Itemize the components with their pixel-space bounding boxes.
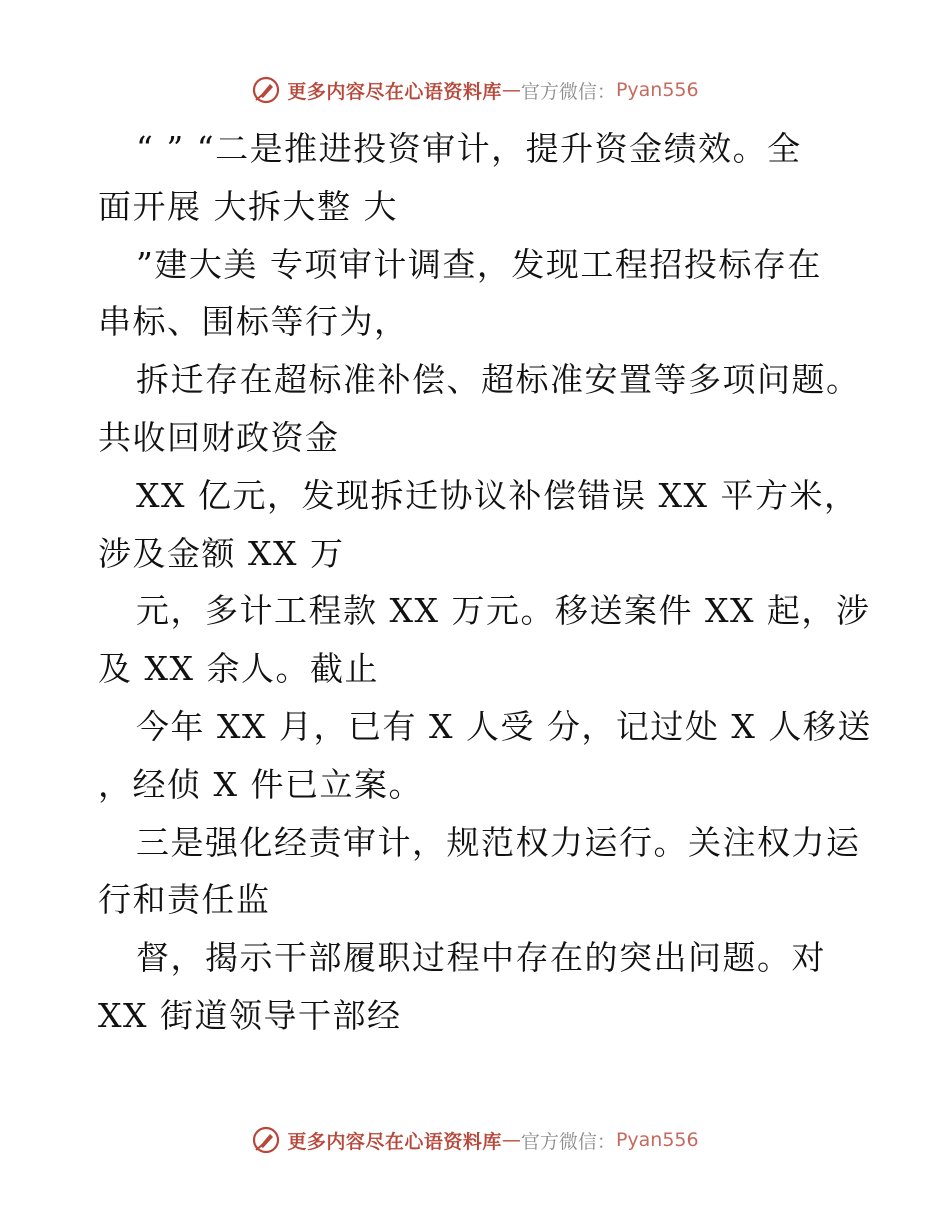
body-line: 今年 XX 月，已有 X 人受 分，记过处 X 人移送 (136, 706, 872, 746)
body-line: “ ” “二是推进投资审计，提升资金绩效。全 (136, 129, 802, 168)
footer-brand-text: 更多内容尽在心语资料库 (287, 1130, 502, 1153)
footer-dash: — (501, 1129, 521, 1151)
pen-nib-circle-icon (251, 75, 281, 105)
body-line: 三是强化经责审计，规范权力运行。关注权力运 (136, 822, 861, 862)
body-line: ，经侦 X 件已立案。 (98, 764, 423, 804)
body-line: 共收回财政资金 (98, 417, 340, 457)
header-dash: — (501, 79, 521, 101)
header-wechat-label: 官方微信： (520, 80, 616, 103)
body-line: 涉及金额 XX 万 (98, 533, 345, 573)
header-brand-text: 更多内容尽在心语资料库 (287, 80, 502, 103)
body-line: XX 街道领导干部经 (98, 995, 402, 1035)
body-line: ”建大美 专项审计调查，发现工程招投标存在 (136, 244, 822, 284)
footer-wechat-label: 官方微信： (520, 1130, 616, 1153)
body-line: XX 亿元，发现拆迁协议补偿错误 XX 平方米， (136, 475, 859, 515)
body-line: 面开展 大拆大整 大 (98, 186, 398, 226)
body-line: 拆迁存在超标准补偿、超标准安置等多项问题。 (136, 360, 861, 400)
body-line: 督，揭示干部履职过程中存在的突出问题。对 (136, 938, 826, 978)
header-banner (0, 70, 950, 110)
pen-nib-circle-icon (251, 1125, 281, 1155)
header-wechat-id: Pyan556 (615, 79, 699, 101)
document-body (98, 120, 872, 1045)
body-line: 行和责任监 (98, 880, 271, 920)
body-line: 及 XX 余人。截止 (98, 649, 379, 689)
body-line: 元，多计工程款 XX 万元。移送案件 XX 起，涉 (136, 591, 871, 631)
body-line: 串标、围标等行为， (98, 302, 409, 342)
footer-banner (0, 1120, 950, 1160)
footer-wechat-id: Pyan556 (615, 1129, 699, 1151)
